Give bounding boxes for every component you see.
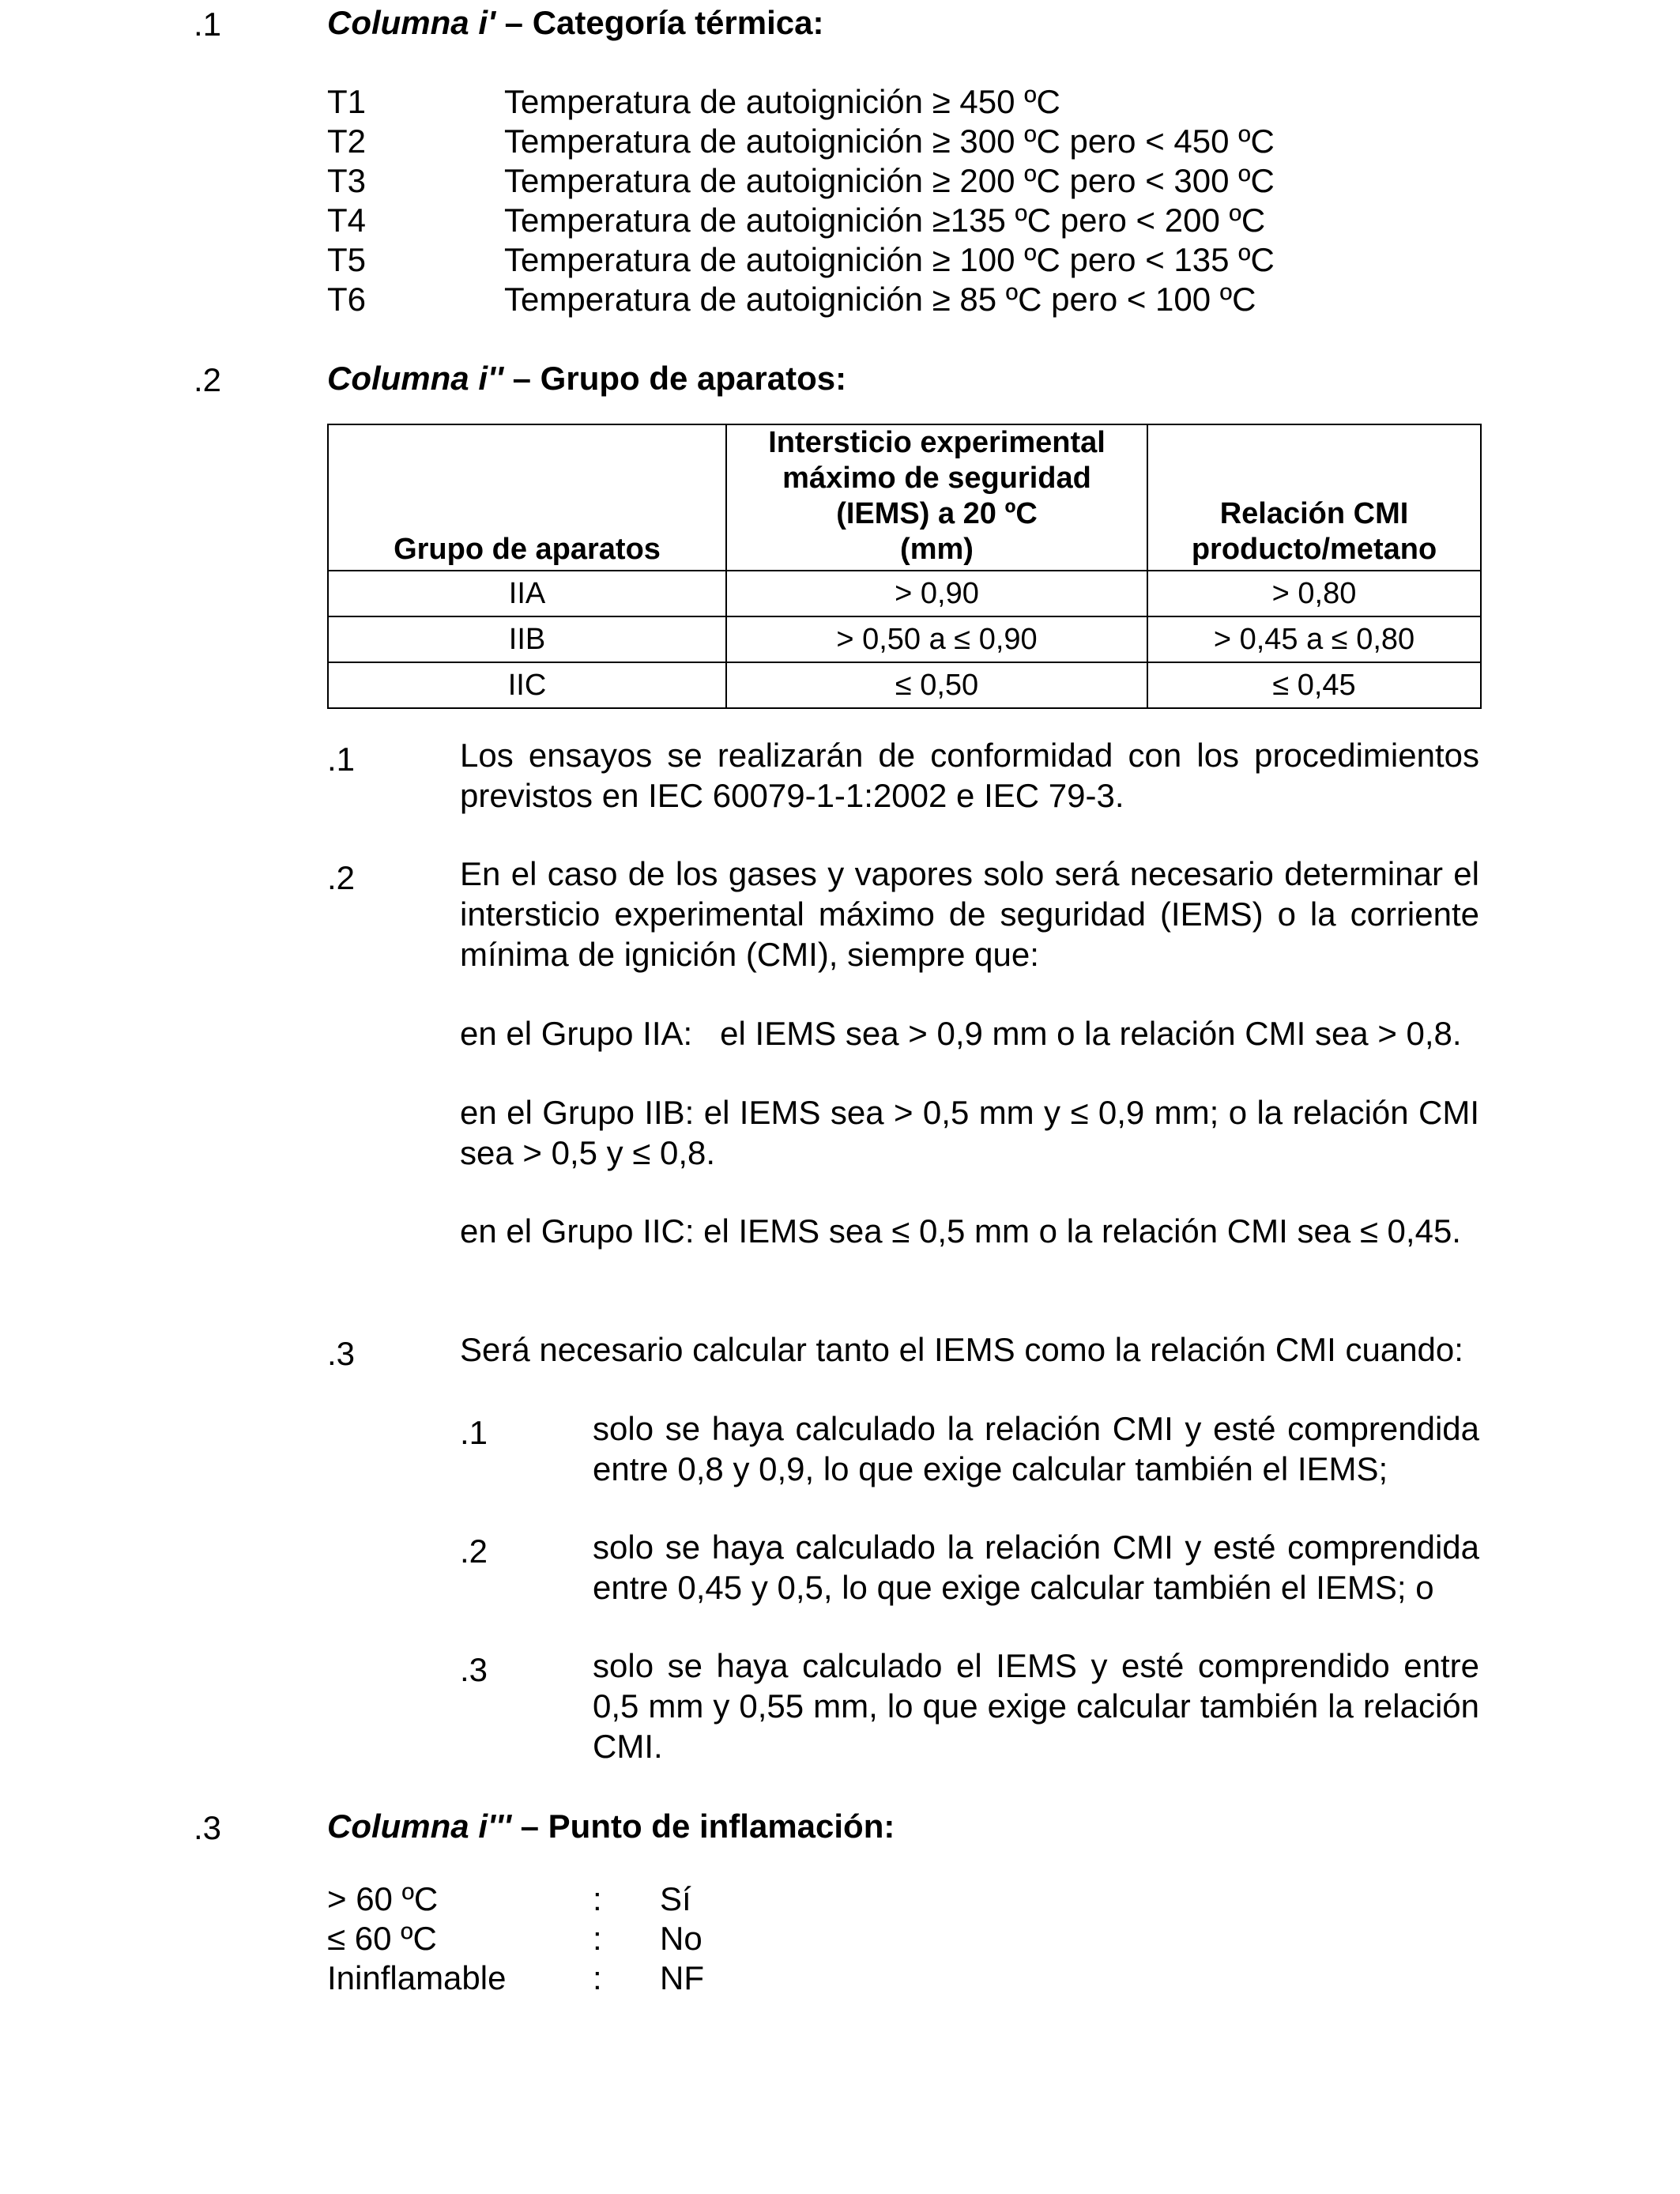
section-3-title <box>327 1810 895 1843</box>
note-2-text: En el caso de los gases y vapores solo será necesario determinar el intersticio experimental máximo de seguridad (IEMS) o la corriente mínima de ignición (CMI), siempre que: <box>460 855 1479 973</box>
table-cell: > 0,90 <box>726 571 1147 616</box>
group-iia-condition: en el Grupo IIA: el IEMS sea > 0,9 mm o la relación CMI sea > 0,8. <box>460 1015 1462 1052</box>
section-1-title-column: Columna i' <box>327 4 495 41</box>
table-cell: > 0,45 a ≤ 0,80 <box>1147 616 1481 662</box>
sub-item-number: .3 <box>460 1651 488 1688</box>
section-2-title-text: – Grupo de aparatos: <box>503 360 847 397</box>
sub-item-text: solo se haya calculado el IEMS y esté comprendido entre 0,5 mm y 0,55 mm, lo que exige calcular también la relación CMI. <box>593 1647 1479 1765</box>
table-cell: ≤ 0,50 <box>726 662 1147 708</box>
header-line: (mm) <box>900 533 974 566</box>
category-description: Temperatura de autoignición ≥ 85 ºC pero < 100 ºC <box>504 281 1256 318</box>
flash-point-label: > 60 ºC <box>327 1880 439 1917</box>
table-cell: IIB <box>328 616 726 662</box>
table-row <box>328 662 1481 708</box>
category-code: T3 <box>327 162 367 199</box>
sub-item-text: solo se haya calculado la relación CMI y esté comprendida entre 0,8 y 0,9, lo que exige calcular también el IEMS; <box>593 1410 1479 1487</box>
table-cell: > 0,50 a ≤ 0,90 <box>726 616 1147 662</box>
category-code: T1 <box>327 83 367 120</box>
table-cell: IIA <box>328 571 726 616</box>
header-cmi-ratio <box>1147 424 1481 571</box>
category-description: Temperatura de autoignición ≥ 300 ºC pero < 450 ºC <box>504 123 1275 160</box>
group-iic-condition: en el Grupo IIC: el IEMS sea ≤ 0,5 mm o la relación CMI sea ≤ 0,45. <box>460 1212 1461 1250</box>
category-code: T4 <box>327 202 367 239</box>
table-row <box>328 571 1481 616</box>
section-2-number: .2 <box>194 361 222 398</box>
flash-point-separator: : <box>593 1920 602 1957</box>
category-description: Temperatura de autoignición ≥ 450 ºC <box>504 83 1060 120</box>
section-2-title <box>327 362 846 395</box>
table-cell: ≤ 0,45 <box>1147 662 1481 708</box>
sub-item-number: .1 <box>460 1414 488 1451</box>
note-3-number: .3 <box>327 1335 356 1372</box>
table-cell: IIC <box>328 662 726 708</box>
flash-point-separator: : <box>593 1959 602 1996</box>
note-1-number: .1 <box>327 741 356 778</box>
flash-point-label: ≤ 60 ºC <box>327 1920 437 1957</box>
group-iib-condition: en el Grupo IIB: el IEMS sea > 0,5 mm y ≤ 0,9 mm; o la relación CMI sea > 0,5 y ≤ 0,8. <box>460 1094 1479 1171</box>
category-code: T2 <box>327 123 367 160</box>
table-cell: > 0,80 <box>1147 571 1481 616</box>
table-row <box>328 616 1481 662</box>
note-1-text: Los ensayos se realizarán de conformidad con los procedimientos previstos en IEC 60079-1-1:2002 e IEC 79-3. <box>460 737 1479 814</box>
table-header-row <box>328 424 1481 571</box>
category-code: T6 <box>327 281 367 318</box>
header-line: máximo de seguridad <box>782 462 1091 495</box>
apparatus-group-table <box>327 424 1482 709</box>
section-1-title <box>327 6 824 40</box>
note-3-text: Será necesario calcular tanto el IEMS como la relación CMI cuando: <box>460 1331 1463 1368</box>
flash-point-label: Ininflamable <box>327 1959 507 1996</box>
note-2-number: .2 <box>327 859 356 896</box>
section-2-title-column: Columna i'' <box>327 360 503 397</box>
section-3-title-text: – Punto de inflamación: <box>510 1808 895 1845</box>
category-description: Temperatura de autoignición ≥ 200 ºC pero < 300 ºC <box>504 162 1275 199</box>
header-line: Intersticio experimental <box>768 426 1106 459</box>
category-description: Temperatura de autoignición ≥ 100 ºC pero < 135 ºC <box>504 241 1275 278</box>
flash-point-value: NF <box>660 1959 704 1996</box>
header-line: producto/metano <box>1191 533 1437 566</box>
flash-point-separator: : <box>593 1880 602 1917</box>
category-description: Temperatura de autoignición ≥135 ºC pero < 200 ºC <box>504 202 1266 239</box>
header-line: (IEMS) a 20 ºC <box>836 497 1038 530</box>
section-3-title-column: Columna i''' <box>327 1808 511 1845</box>
sub-item-number: .2 <box>460 1532 488 1570</box>
sub-item-text: solo se haya calculado la relación CMI y esté comprendida entre 0,45 y 0,5, lo que exige calcular también el IEMS; o <box>593 1529 1479 1606</box>
section-3-number: .3 <box>194 1809 222 1846</box>
header-iems <box>726 424 1147 571</box>
category-code: T5 <box>327 241 367 278</box>
section-1-number: .1 <box>194 6 222 43</box>
header-line: Grupo de aparatos <box>394 533 661 566</box>
flash-point-value: Sí <box>660 1880 691 1917</box>
header-line: Relación CMI <box>1219 497 1409 530</box>
header-apparatus-group <box>328 424 726 571</box>
section-1-title-text: – Categoría térmica: <box>495 4 824 41</box>
flash-point-value: No <box>660 1920 703 1957</box>
